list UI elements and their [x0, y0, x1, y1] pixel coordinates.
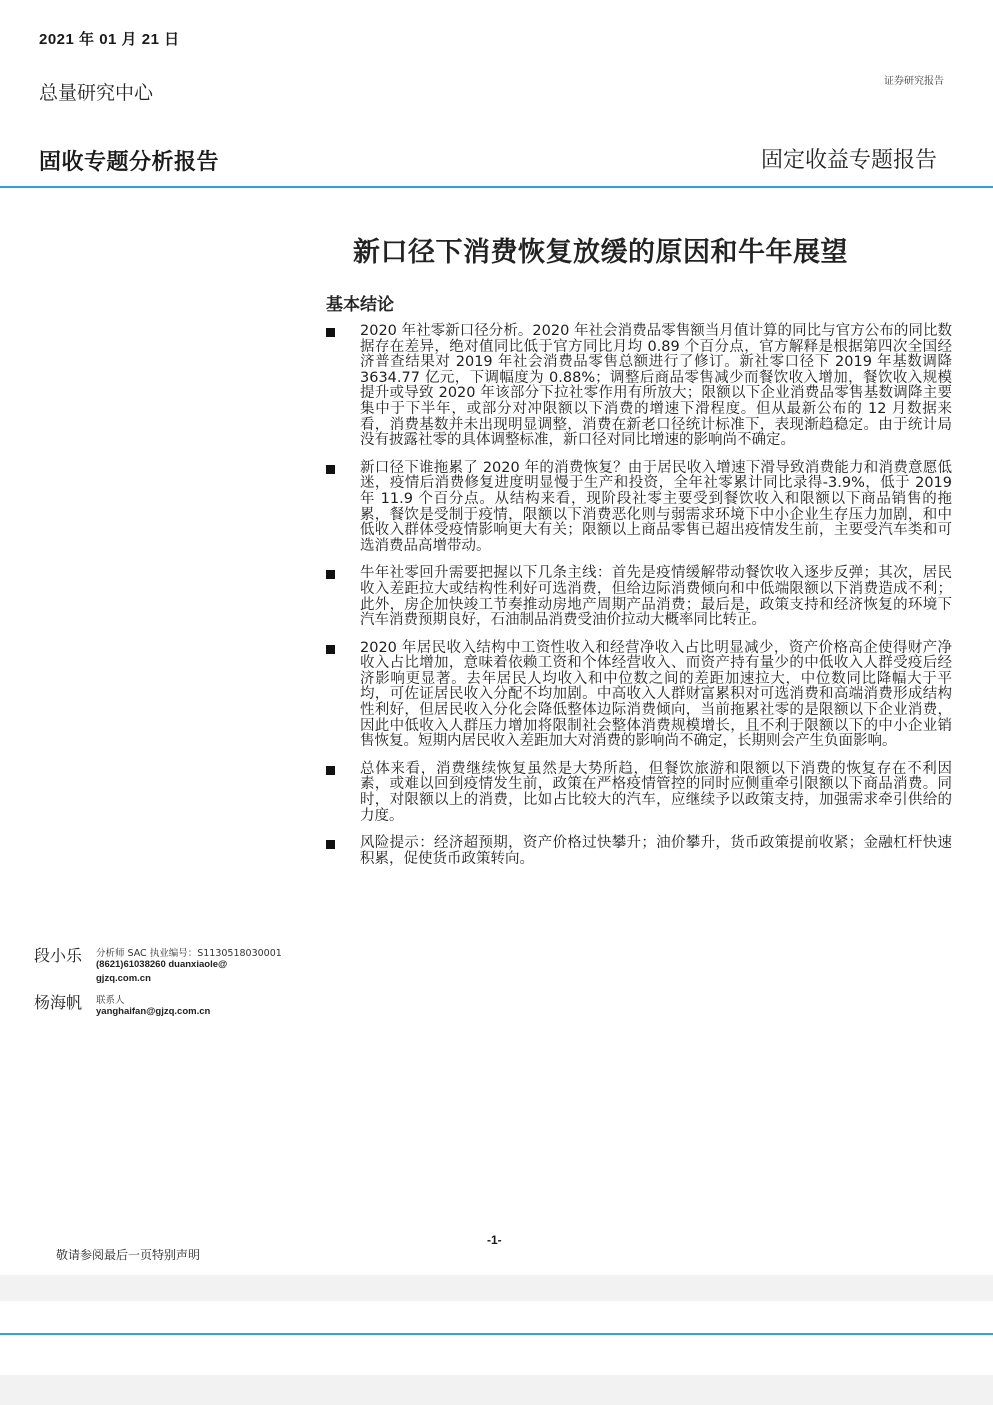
bullet-text: 牛年社零回升需要把握以下几条主线：首先是疫情缓解带动餐饮收入逐步反弹；其次，居民收入差距拉大或结构性利好可选消费，但给边际消费倾向和中低端限额以下消费造成不利；此外，房企加快竣工节奏推动房地产周期产品消费；最后是，政策支持和经济恢复的环境下汽车消费预期良好，石油制品消费受油价拉动大概率同比转正。 — [360, 565, 952, 629]
author-email-link[interactable]: yanghaifan@gjzq.com.cn — [96, 1006, 211, 1017]
square-bullet-icon — [326, 465, 335, 474]
header-divider — [0, 186, 993, 188]
list-item — [326, 641, 952, 750]
department-name: 总量研究中心 — [39, 82, 154, 104]
report-category-title: 固定收益专题报告 — [760, 148, 937, 173]
bullet-text: 2020 年社零新口径分析。2020 年社会消费品零售额当月值计算的同比与官方公布的同比数据存在差异，绝对值同比低于官方同比月均 0.89 个百分点，官方解释是根据第四次全国经济普查结果对 2019 年社会消费品零售总额进行了修订。新社零口径下 2019 年基数调降 3634.77 亿元，下调幅度为 0.88%；调整后商品零售减少而餐饮收入增加，餐饮收入规模提升或导致 2020 年该部分下拉社零作用有所放大；限额以下企业消费品零售基数调降主要集中于下半年，或部分对冲限额以下消费的增速下滑程度。但从最新公布的 12 月数据来看，消费基数并未出现明显调整，消费在新老口径统计标准下，表现渐趋稳定。由于统计局没有披露社零的具体调整标准，新口径对同比增速的影响尚不确定。 — [360, 323, 952, 449]
bullet-text: 2020 年居民收入结构中工资性收入和经营净收入占比明显减少，资产价格高企使得财产净收入占比增加，意味着依赖工资和个体经营收入、而资产持有量少的中低收入人群受疫后经济影响更显著。去年居民人均收入和中位数之间的差距加速拉大，中位数同比降幅大于平均，可佐证居民收入分配不均加剧。中高收入人群财富累积对可选消费和高端消费形成结构性利好，但居民收入分化会降低整体边际消费倾向，当前拖累社零的是限额以下企业消费，因此中低收入人群压力增加将限制社会整体消费规模增长，且不利于限额以下的中小企业销售恢复。短期内居民收入差距加大对消费的影响尚不确定，长期则会产生负面影响。 — [360, 639, 952, 750]
author-role: 分析师 SAC 执业编号：S1130518030001 — [96, 948, 282, 959]
bullet-text: 风险提示：经济超预期，资产价格过快攀升；油价攀升，货币政策提前收紧；金融杠杆快速积累，促使货币政策转向。 — [360, 835, 952, 867]
square-bullet-icon — [326, 645, 335, 654]
page-number: -1- — [487, 1233, 502, 1247]
footer-band — [0, 1375, 993, 1405]
footer-divider — [0, 1333, 993, 1335]
list-item — [326, 461, 952, 555]
footer-band — [0, 1275, 993, 1301]
report-date: 2021 年 01 月 21 日 — [39, 31, 180, 48]
square-bullet-icon — [326, 840, 335, 849]
square-bullet-icon — [326, 766, 335, 775]
list-item — [326, 324, 952, 449]
bullet-text: 总体来看，消费继续恢复虽然是大势所趋，但餐饮旅游和限额以下消费的恢复存在不利因素，或难以回到疫情发生前，政策在严格疫情管控的同时应侧重牵引限额以下商品消费。同时，对限额以上的消费，比如占比较大的汽车，应继续予以政策支持，加强需求牵引供给的力度。 — [360, 760, 952, 824]
author-email-link[interactable]: (8621)61038260 duanxiaole@ — [96, 959, 228, 970]
author-name: 段小乐 — [34, 946, 83, 965]
list-item — [326, 566, 952, 628]
conclusion-list — [326, 324, 952, 879]
list-item — [326, 762, 952, 824]
square-bullet-icon — [326, 328, 335, 337]
square-bullet-icon — [326, 570, 335, 579]
section-heading: 基本结论 — [326, 295, 394, 315]
bullet-text: 新口径下谁拖累了 2020 年的消费恢复？由于居民收入增速下滑导致消费能力和消费意愿低迷，疫情后消费修复进度明显慢于生产和投资，全年社零累计同比录得-3.9%，低于 2019 年 11.9 个百分点。从结构来看，现阶段社零主要受到餐饮收入和限额以下商品销售的拖累，餐饮是受制于疫情，限额以下消费恶化则与弱需求环境下中小企业生存压力加剧，和中低收入群体受疫情影响更大有关；限额以上商品零售已超出疫情发生前，主要受汽车类和可选消费品高增带动。 — [360, 459, 952, 554]
author-email-domain[interactable]: gjzq.com.cn — [96, 973, 151, 984]
report-series-title: 固收专题分析报告 — [39, 150, 220, 175]
author-role: 联系人 — [96, 995, 125, 1006]
disclaimer-note: 敬请参阅最后一页特别声明 — [56, 1248, 201, 1262]
page-title: 新口径下消费恢复放缓的原因和牛年展望 — [353, 237, 848, 268]
list-item — [326, 836, 952, 867]
author-name: 杨海帆 — [34, 993, 83, 1012]
document-type-label: 证券研究报告 — [884, 76, 944, 87]
